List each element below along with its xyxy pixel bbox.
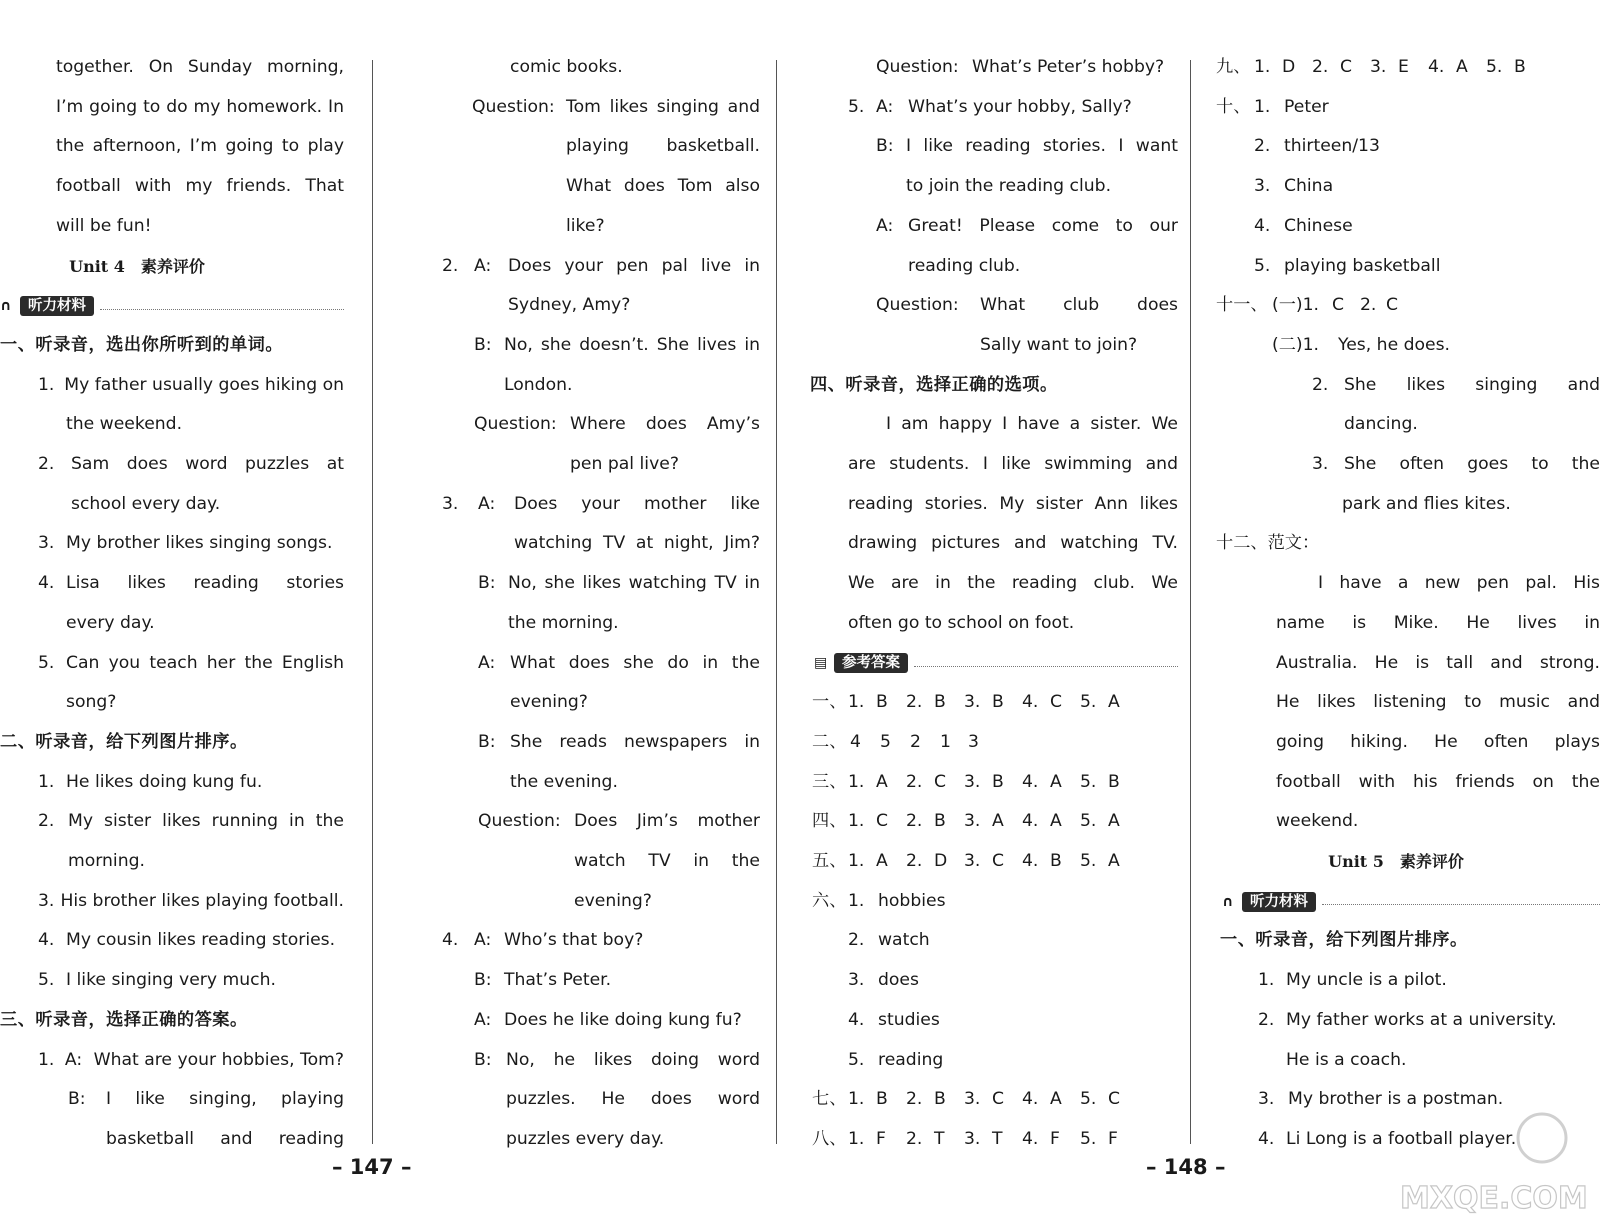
listening-material-tag: 听力材料: [20, 296, 94, 316]
list-item: 2. Sam does word puzzles at: [38, 454, 344, 475]
section-title: 二、听录音，给下列图片排序。: [0, 731, 248, 752]
book-icon: ▤: [814, 655, 828, 672]
paragraph-line: drawing pictures and watching TV.: [848, 533, 1178, 554]
unit-title: Unit 4 素养评价: [69, 256, 205, 276]
dialogue-line: 2. A: Does your pen pal live in: [442, 255, 760, 276]
dialogue-line: B: I like reading stories. I want: [876, 136, 1178, 157]
dialogue-line: 3. A: Does your mother like: [442, 493, 760, 514]
paragraph-line: I am happy I have a sister. We: [886, 414, 1178, 435]
text-line: comic books.: [510, 57, 623, 77]
answer-row: 二、 4 5 2 1 3: [812, 731, 979, 752]
list-item: 1. He likes doing kung fu.: [38, 771, 263, 792]
list-item: 5. Can you teach her the English: [38, 652, 344, 673]
answer-row: 5. reading: [848, 1049, 944, 1070]
watermark: [1392, 1108, 1600, 1223]
listening-material-header: [1222, 882, 1600, 922]
answer-key-header: [814, 644, 1178, 684]
dialogue-line: B: No, she likes watching TV in: [478, 573, 760, 594]
dotted-rule: [1322, 904, 1600, 905]
essay-line: name is Mike. He lives in: [1276, 612, 1600, 633]
question-cont: Sally want to join?: [980, 334, 1138, 355]
list-item: 5. I like singing very much.: [38, 970, 276, 991]
listening-material-header: [0, 286, 344, 326]
answer-row: 八、 1. F 2. T 3. T 4. F 5. F: [812, 1128, 1118, 1149]
answer-row: 5. playing basketball: [1254, 255, 1441, 276]
dialogue-line-cont: the morning.: [508, 612, 619, 633]
essay-line: going hiking. He often plays: [1276, 731, 1600, 752]
list-item: 3. My brother is a postman.: [1258, 1089, 1504, 1110]
dialogue-line: 5. A: What’s your hobby, Sally?: [848, 96, 1132, 117]
answer-row: 四、 1. C 2. B 3. A 4. A 5. A: [812, 811, 1120, 832]
question-line: Question: Tom likes singing and: [472, 96, 760, 117]
dialogue-line: B: That’s Peter.: [474, 970, 612, 991]
list-item-cont: morning.: [68, 851, 145, 872]
dialogue-line-cont: reading club.: [908, 255, 1021, 276]
question-cont: evening?: [574, 890, 652, 911]
section-title: 四、听录音，选择正确的选项。: [810, 374, 1058, 395]
answer-row: 十一、 (一)1. C 2. C: [1216, 295, 1399, 316]
paragraph-line: are students. I like swimming and: [848, 454, 1178, 475]
dialogue-line: A: Great! Please come to our: [876, 215, 1178, 236]
column-2: [384, 48, 760, 1176]
headphones-icon: ∩: [0, 298, 12, 315]
answer-row: 十、 1. Peter: [1216, 96, 1329, 117]
dialogue-line: A: What does she do in the: [478, 652, 760, 673]
page-number-right: – 148 –: [1146, 1155, 1226, 1179]
answer-row: 一、 1. B 2. B 3. B 4. C 5. A: [812, 692, 1120, 713]
dialogue-line: 1. A: What are your hobbies, Tom?: [38, 1049, 344, 1070]
dialogue-line-cont: London.: [504, 374, 573, 395]
column-divider: [776, 60, 777, 1144]
answer-row-cont: dancing.: [1344, 414, 1418, 435]
list-item-cont: song?: [66, 692, 117, 713]
text-line: together. On Sunday morning,: [56, 57, 344, 77]
paragraph-line: We are in the reading club. We: [848, 573, 1178, 594]
question-cont: like?: [566, 215, 605, 236]
list-item-cont: the weekend.: [66, 414, 183, 435]
list-item: 3. His brother likes playing football.: [38, 890, 344, 911]
dialogue-line-cont: basketball and reading: [106, 1128, 344, 1149]
column-4: [1212, 48, 1600, 1176]
answer-key-tag: 参考答案: [834, 653, 908, 673]
question-cont: playing basketball.: [566, 136, 760, 157]
answer-row: 3. does: [848, 970, 919, 991]
essay-line: weekend.: [1276, 811, 1359, 832]
dotted-rule: [914, 666, 1178, 667]
section-title: 一、听录音，选出你所听到的单词。: [0, 334, 284, 355]
answer-row: 九、 1. D 2. C 3. E 4. A 5. B: [1216, 57, 1526, 77]
question-line: Question: Does Jim’s mother: [478, 811, 760, 832]
dialogue-line: B: She reads newspapers in: [478, 731, 760, 752]
question-cont: watch TV in the: [574, 851, 760, 872]
paragraph-line: reading stories. My sister Ann likes: [848, 493, 1178, 514]
column-divider: [1190, 60, 1191, 1144]
list-item: 2. My sister likes running in the: [38, 811, 344, 832]
answer-row: 3. China: [1254, 176, 1334, 197]
listening-material-tag: 听力材料: [1242, 892, 1316, 912]
essay-line: He likes listening to music and: [1276, 692, 1600, 713]
list-item: 4. Li Long is a football player.: [1258, 1128, 1517, 1149]
list-item: 4. My cousin likes reading stories.: [38, 930, 336, 951]
section-title: 一、听录音，给下列图片排序。: [1220, 930, 1468, 951]
text-line: I’m going to do my homework. In: [56, 96, 344, 117]
answer-row: 2. watch: [848, 930, 930, 951]
answer-row: 3. She often goes to the: [1312, 454, 1600, 475]
dialogue-line-cont: puzzles every day.: [506, 1128, 665, 1149]
dotted-rule: [100, 309, 344, 310]
question-line: Question: What club does: [876, 295, 1178, 316]
answer-row: 4. Chinese: [1254, 215, 1353, 236]
dialogue-line: B: No, he likes doing word: [474, 1049, 760, 1070]
page-number-left: – 147 –: [332, 1155, 412, 1179]
dialogue-line-cont: to join the reading club.: [906, 176, 1112, 197]
answer-row: 2. thirteen/13: [1254, 136, 1380, 157]
list-item-cont: He is a coach.: [1286, 1049, 1407, 1070]
answer-row: 五、 1. A 2. D 3. C 4. B 5. A: [812, 851, 1120, 872]
column-3: [788, 48, 1178, 1176]
text-line: football with my friends. That: [56, 176, 344, 197]
dialogue-line-cont: evening?: [510, 692, 588, 713]
essay-line: football with his friends on the: [1276, 771, 1600, 792]
dialogue-line: B: No, she doesn’t. She lives in: [474, 334, 760, 355]
essay-line: I have a new pen pal. His: [1318, 573, 1600, 594]
question-cont: What does Tom also: [566, 176, 760, 197]
dialogue-line-cont: Sydney, Amy?: [508, 295, 631, 316]
answer-row: (二)1. Yes, he does.: [1272, 334, 1451, 355]
answer-row: 七、 1. B 2. B 3. C 4. A 5. C: [812, 1089, 1121, 1110]
list-item: 4. Lisa likes reading stories: [38, 573, 344, 594]
answer-row: 三、 1. A 2. C 3. B 4. A 5. B: [812, 771, 1120, 792]
dialogue-line: 4. A: Who’s that boy?: [442, 930, 644, 951]
essay-line: Australia. He is tall and strong.: [1276, 652, 1600, 673]
answer-row: 六、 1. hobbies: [812, 890, 946, 911]
question-cont: pen pal live?: [570, 454, 679, 475]
answer-row: 2. She likes singing and: [1312, 374, 1600, 395]
dialogue-line-cont: puzzles. He does word: [506, 1089, 760, 1110]
unit-title: Unit 5 素养评价: [1328, 852, 1464, 872]
dialogue-line-cont: the evening.: [510, 771, 618, 792]
list-item: 1. My uncle is a pilot.: [1258, 970, 1447, 991]
column-1: [0, 48, 344, 1176]
answer-row-cont: park and flies kites.: [1342, 493, 1511, 514]
section-title: 三、听录音，选择正确的答案。: [0, 1009, 248, 1030]
list-item: 2. My father works at a university.: [1258, 1009, 1557, 1030]
text-line: will be fun!: [56, 215, 152, 236]
watermark-text: MXQE.COM: [1400, 1181, 1588, 1216]
list-item: 3. My brother likes singing songs.: [38, 533, 333, 554]
list-item-cont: every day.: [66, 612, 155, 633]
text-line: the afternoon, I’m going to play: [56, 136, 344, 157]
question-line: Question: What’s Peter’s hobby?: [876, 57, 1165, 77]
list-item-cont: school every day.: [71, 493, 221, 514]
dialogue-line: B: I like singing, playing: [68, 1089, 344, 1110]
column-divider: [372, 60, 373, 1144]
paragraph-line: often go to school on foot.: [848, 612, 1075, 633]
list-item: 1. My father usually goes hiking on: [38, 374, 344, 395]
answer-row: 4. studies: [848, 1009, 940, 1030]
dialogue-line: A: Does he like doing kung fu?: [474, 1009, 742, 1030]
question-line: Question: Where does Amy’s: [474, 414, 760, 435]
dialogue-line-cont: watching TV at night, Jim?: [514, 533, 760, 554]
headphones-icon: ∩: [1222, 893, 1234, 910]
section-title: 十二、范文：: [1216, 533, 1320, 554]
